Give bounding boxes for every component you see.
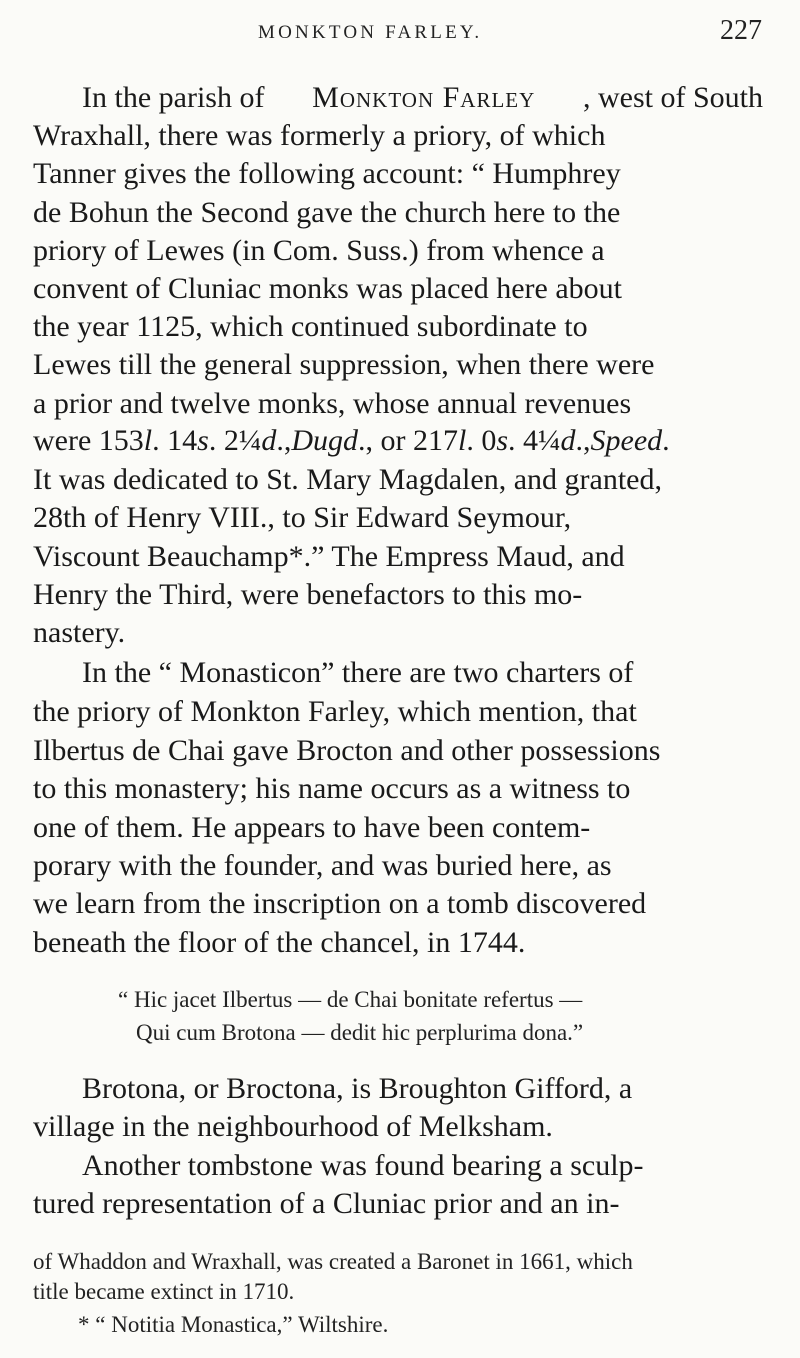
text-fragment: . [662,424,670,457]
footnote-text: * “ Notitia Monastica,” Wiltshire. [78,1312,389,1337]
inscription-line-1 [118,983,683,1017]
paragraph-1-line-4 [33,193,763,233]
line-text: the priory of Monkton Farley, which mention, that [33,695,637,728]
line-text: porary with the founder, and was buried here, as [33,849,612,882]
text-fragment: . 0 [466,424,497,457]
line-text: Another tombstone was found bearing a sculp- [82,1149,644,1182]
line-text: village in the neighbourhood of Melksham. [33,1110,553,1143]
paragraph-4-line-1 [82,1146,763,1186]
running-header-title: MONKTON FARLEY. [258,22,483,43]
line-text: convent of Cluniac monks was placed here about [33,272,622,305]
italic-fragment: Speed [590,424,663,457]
line-text: Tanner gives the following account: “ Humphrey [33,157,621,190]
footnote-monastica [78,1309,443,1340]
line-text: In the “ Monasticon” there are two charters of [82,656,634,689]
paragraph-2-line-2 [33,692,763,732]
footnote-line-2 [33,1276,763,1307]
revenue-statement [33,421,670,461]
paragraph-1-line-2 [33,116,763,156]
line-text: Lewes till the general suppression, when there were [33,348,655,381]
text-fragment: were 153 [33,424,144,457]
footnote-text: title became extinct in 1710. [33,1279,295,1304]
footnote-line-1 [33,1246,763,1277]
paragraph-1-line-6 [33,269,763,309]
paragraph-1-line-10 [33,421,763,461]
paragraph-1-line-5 [33,231,763,271]
italic-fragment: l [143,424,153,457]
quote-text: Qui cum Brotona — dedit hic perplurima dona.” [136,1020,584,1045]
text-fragment: . 14 [152,424,198,457]
paragraph-2-line-7 [33,884,763,924]
paragraph-3-line-2 [33,1107,763,1147]
paragraph-1-line-14 [33,575,763,615]
footnote-text: of Whaddon and Wraxhall, was created a Baronet in 1661, which [33,1249,633,1274]
text-fragment: ., or 217 [358,424,458,457]
italic-fragment: d [560,424,576,457]
line-text: Ilbertus de Chai gave Brocton and other possessions [33,734,661,767]
line-segment-pre: In the parish of [82,81,265,114]
line-text: to this monastery; his name occurs as a witness to [33,772,631,805]
line-text: tured representation of a Cluniac prior and an in- [33,1187,620,1220]
paragraph-2-line-3 [33,731,763,771]
line-text: we learn from the inscription on a tomb discovered [33,887,647,920]
italic-fragment: s [496,424,509,457]
paragraph-2-line-6 [33,846,763,886]
line-text: nastery. [33,616,126,649]
quote-text: “ Hic jacet Ilbertus — de Chai bonitate refertus — [118,987,583,1012]
italic-fragment: s [197,424,209,457]
line-text: Viscount Beauchamp*.” The Empress Maud, and [33,540,625,573]
text-fragment: ., [575,424,591,457]
line-text: 28th of Henry VIII., to Sir Edward Seymour, [33,501,572,534]
line-text: beneath the floor of the chancel, in 1744. [33,926,526,959]
text-fragment: . 4¼ [508,424,561,457]
line-text: one of them. He appears to have been contem- [33,811,591,844]
line-text: Brotona, or Broctona, is Broughton Gifford, a [82,1072,633,1105]
line-text: Henry the Third, were benefactors to this mo- [33,578,583,611]
paragraph-2-line-1 [82,653,763,693]
italic-fragment: l [458,424,467,457]
inscription-line-2 [136,1016,642,1050]
paragraph-1-line-13 [33,537,763,577]
paragraph-1-line-3 [33,154,763,194]
line-text: priory of Lewes (in Com. Suss.) from whence a [33,234,605,267]
italic-fragment: d [261,424,277,457]
page-number: 227 [720,15,762,46]
paragraph-3-line-1 [82,1069,763,1109]
line-text: the year 1125, which continued subordinate to [33,310,588,343]
paragraph-1-line-9 [33,384,763,424]
paragraph-1-line-12 [33,498,763,538]
line-text: a prior and twelve monks, whose annual revenues [33,387,632,420]
paragraph-2-line-5 [33,808,763,848]
paragraph-1-line-11 [33,460,763,500]
paragraph-1-line-8 [33,345,763,385]
paragraph-1-line-1 [82,78,763,118]
text-fragment: ., [276,424,292,457]
line-text: de Bohun the Second gave the church here to the [33,196,621,229]
italic-fragment: Dugd [291,424,358,457]
line-segment-post: , west of South [583,81,763,114]
paragraph-1-line-15 [33,613,763,653]
place-name-monkton-farley: Monkton Farley [312,81,536,114]
text-fragment: . 2¼ [208,424,262,457]
paragraph-2-line-4 [33,769,763,809]
paragraph-1-line-7 [33,307,763,347]
line-text: It was dedicated to St. Mary Magdalen, and granted, [33,463,662,496]
line-text: Wraxhall, there was formerly a priory, of which [33,119,606,152]
paragraph-2-line-8 [33,923,763,963]
paragraph-4-line-2 [33,1184,763,1224]
